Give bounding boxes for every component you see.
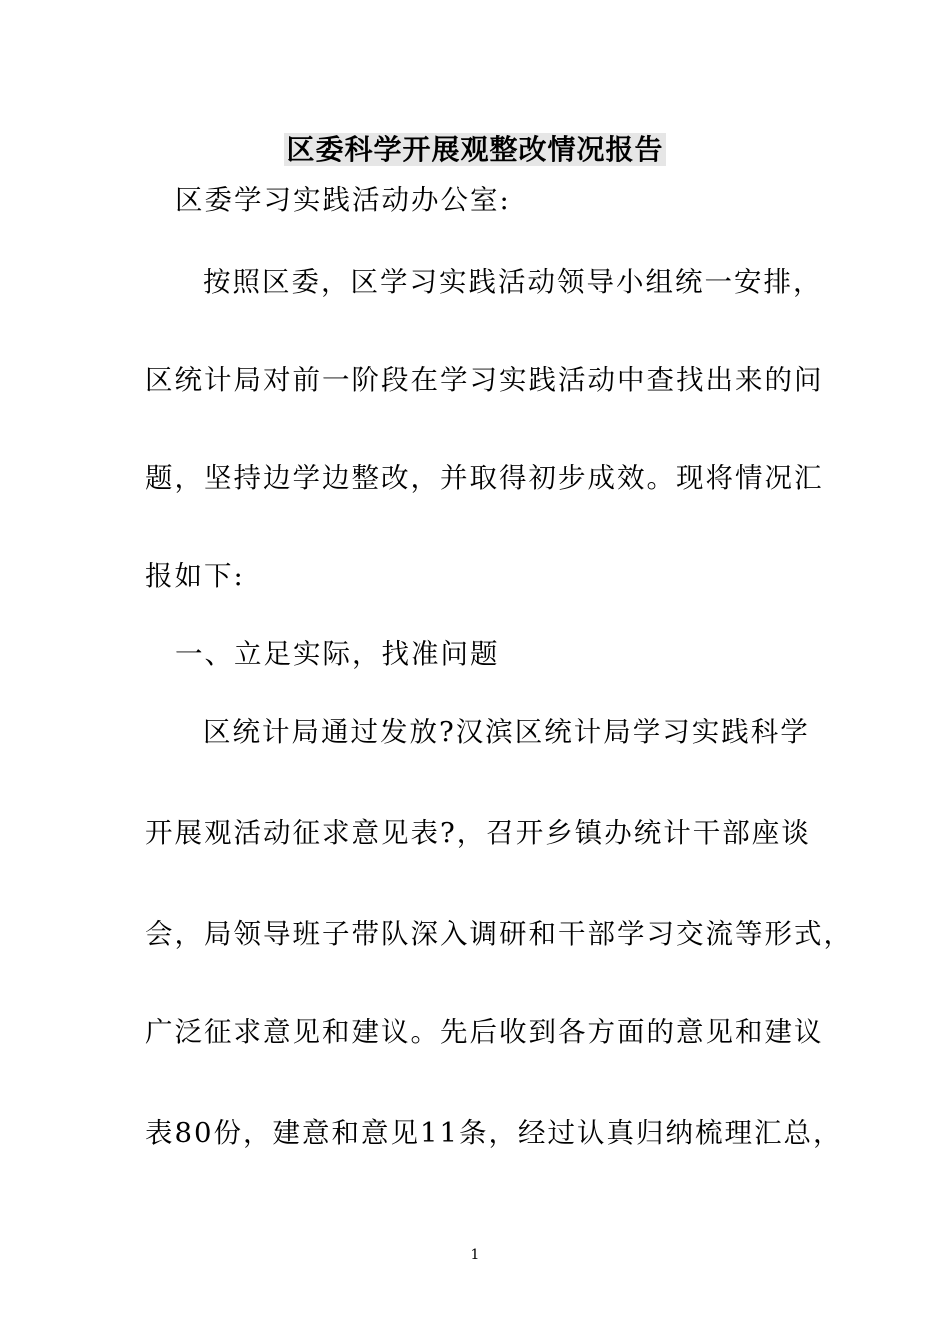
paragraph-line: 表80份，建意和意见11条，经过认真归纳梳理汇总， [145,1117,843,1149]
paragraph-line: 按照区委，区学习实践活动领导小组统一安排， [203,266,823,298]
page-number: 1 [470,1247,480,1263]
paragraph-line: 区统计局对前一阶段在学习实践活动中查找出来的问 [145,364,824,396]
paragraph-line: 区统计局通过发放?汉滨区统计局学习实践科学 [203,716,810,748]
paragraph-line: 报如下: [145,560,245,592]
document-title [0,128,950,172]
paragraph-line: 题，坚持边学边整改，并取得初步成效。现将情况汇 [145,462,824,494]
section-heading: 一、立足实际，找准问题 [175,638,500,670]
addressee: 区委学习实践活动办公室: [175,184,511,216]
paragraph-line: 会，局领导班子带队深入调研和干部学习交流等形式， [145,918,853,950]
paragraph-line: 开展观活动征求意见表?，召开乡镇办统计干部座谈 [145,817,811,849]
paragraph-line: 广泛征求意见和建议。先后收到各方面的意见和建议 [145,1016,824,1048]
document-title-text: 区委科学开展观整改情况报告 [286,133,664,166]
